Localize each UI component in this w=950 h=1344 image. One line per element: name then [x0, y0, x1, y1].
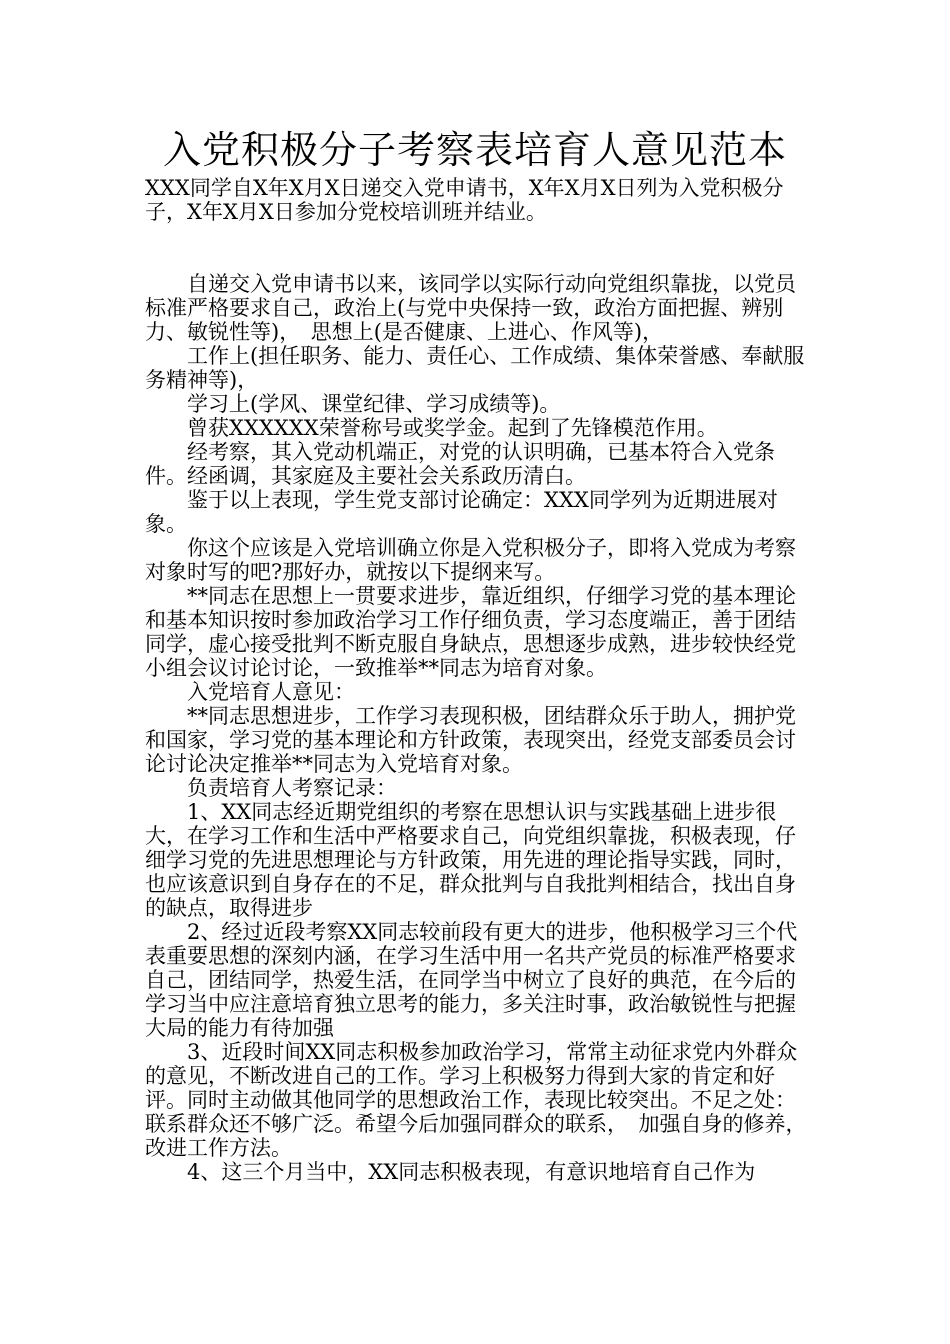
paragraph-trainer-opinion: **同志思想进步，工作学习表现积极，团结群众乐于助人，拥护党和国家，学习党的基本理论和方针政策，表现突出，经党支部委员会讨论讨论决定推举**同志为入党培育对象。	[145, 704, 796, 776]
document-title: 入党积极分子考察表培育人意见范本	[162, 128, 787, 172]
intro-paragraph: XXX同学自X年X月X日递交入党申请书，X年X月X日列为入党积极分子，X年X月X日参加分党校培训班并结业。	[145, 176, 784, 224]
paragraph-note: 你这个应该是入党培训确立你是入党积极分子，即将入党成为考察对象时写的吧?那好办，就按以下提纲来写。	[145, 536, 796, 584]
record-item-4: 4、这三个月当中，XX同志积极表现，有意识地培育自己作为	[187, 1160, 756, 1184]
paragraph-comrade-summary: **同志在思想上一贯要求进步，靠近组织，仔细学习党的基本理论和基本知识按时参加政治学习工作仔细负责，学习态度端正，善于团结同学，虚心接受批判不断克服自身缺点，思想逐步成熟，进步较快经党小组会议讨论讨论，一致推举**同志为培育对象。	[145, 584, 796, 680]
section-heading-trainer-opinion: 入党培育人意见：	[187, 680, 355, 704]
paragraph-study: 学习上(学风、课堂纪律、学习成绩等)。	[187, 392, 561, 416]
document-body	[145, 272, 813, 1184]
record-item-2: 2、经过近段考察XX同志较前段有更大的进步，他积极学习三个代表重要思想的深刻内涵，在学习生活中用一名共产党员的标准严格要求自己，团结同学，热爱生活，在同学当中树立了良好的典范，在今后的学习当中应注意培育独立思考的能力，多关注时事，政治敏锐性与把握大局的能力有待加强	[145, 920, 798, 1040]
record-item-3: 3、近段时间XX同志积极参加政治学习，常常主动征求党内外群众的意见，不断改进自己的工作。学习上积极努力得到大家的肯定和好评。同时主动做其他同学的思想政治工作，表现比较突出。不足之处：联系群众还不够广泛。希望今后加强同群众的联系， 加强自身的修养，改进工作方法。	[145, 1040, 807, 1160]
paragraph-review: 经考察，其入党动机端正，对党的认识明确，已基本符合入党条件。经函调，其家庭及主要社会关系政历清白。	[145, 440, 775, 488]
record-item-1: 1、XX同志经近期党组织的考察在思想认识与实践基础上进步很大，在学习工作和生活中严格要求自己，向党组织靠拢，积极表现，仔细学习党的先进思想理论与方针政策，用先进的理论指导实践，同时，也应该意识到自身存在的不足，群众批判与自我批判相结合，找出自身的缺点，取得进步	[145, 800, 796, 920]
intro-block	[145, 176, 813, 224]
paragraph-motivation: 自递交入党申请书以来，该同学以实际行动向党组织靠拢，以党员标准严格要求自己，政治上(与党中央保持一致，政治方面把握、辨别力、敏锐性等)， 思想上(是否健康、上进心、作风等)，	[145, 272, 796, 344]
paragraph-honors: 曾获XXXXXX荣誉称号或奖学金。起到了先锋模范作用。	[187, 416, 718, 440]
paragraph-work: 工作上(担任职务、能力、责任心、工作成绩、集体荣誉感、奉献服务精神等)，	[145, 344, 805, 392]
paragraph-decision: 鉴于以上表现，学生党支部讨论确定：XXX同学列为近期进展对象。	[145, 488, 778, 536]
section-heading-inspection-record: 负责培育人考察记录：	[187, 776, 397, 800]
